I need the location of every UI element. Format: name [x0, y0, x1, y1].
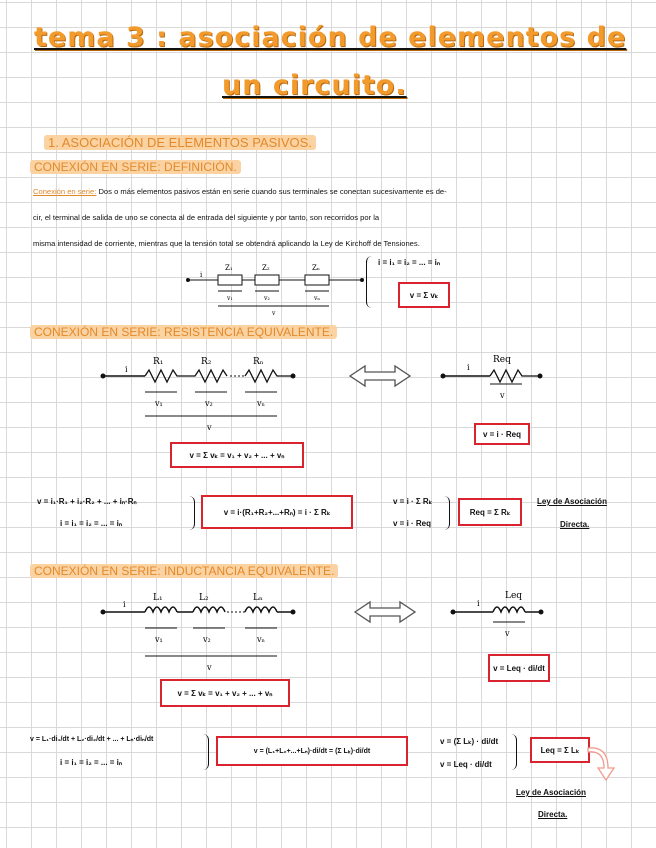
label-i-left: i [125, 365, 128, 374]
label-v1-r: v₁ [155, 399, 163, 408]
definition-label: Conexión en serie: [33, 187, 97, 196]
res-sum-box: v = Σ vₖ = v₁ + v₂ + ... + vₙ [170, 442, 304, 468]
label-l2: L₂ [199, 593, 209, 603]
label-v1: v₁ [227, 295, 233, 302]
label-v-eq: v [500, 391, 505, 400]
ind-note-line1: Ley de Asociación [516, 788, 586, 797]
subheading-definicion: CONEXIÓN EN SERIE: DEFINICIÓN. [30, 160, 241, 174]
label-r2: R₂ [201, 357, 212, 367]
definition-line-1: Dos o más elementos pasivos están en serie cuando sus terminales se conectan sucesivamente es de- [98, 187, 447, 196]
ind-mid-box: v = (L₁+L₂+...+Lₙ)·di/dt = (Σ Lₖ)·di/dt [216, 736, 408, 766]
res-left-eq-1: v = i₁·R₁ + i₂·R₂ + ... + iₙ·Rₙ [37, 497, 137, 506]
ind-left-eq-1: v = L₁·di₁/dt + L₂·di₂/dt + ... + Lₙ·diₙ/dt [30, 736, 154, 743]
res-eq-box: v = i · Req [474, 423, 530, 445]
res-right-eq-1: v = i · Σ Rₖ [393, 497, 433, 506]
definition-line-2: cir, el terminal de salida de uno se conecta al de entrada del siguiente y por tanto, son recorridos por la [33, 213, 380, 222]
label-leq: Leq [505, 591, 523, 601]
label-v2-r: v₂ [205, 399, 213, 408]
label-z1: Z₁ [225, 264, 233, 272]
section-heading: 1. ASOCIACIÓN DE ELEMENTOS PASIVOS. [44, 135, 316, 150]
resistor-diagrams [95, 350, 645, 445]
label-vn-r: vₙ [257, 399, 265, 408]
label-i: i [200, 271, 203, 279]
res-right-eq-2: v = i · Req [393, 519, 432, 528]
res-final-box: Req = Σ Rₖ [458, 498, 522, 526]
label-vn-l: vₙ [257, 635, 265, 644]
page-title-line1: tema 3 : asociación de elementos de [34, 22, 627, 53]
subheading-inductancia: CONEXIÓN EN SERIE: INDUCTANCIA EQUIVALENTE. [30, 564, 338, 578]
res-left-eq-2: i = i₁ = i₂ = ... = iₙ [60, 519, 123, 528]
label-v-r: v [207, 423, 212, 432]
def-current-eq: i = i₁ = i₂ = ... = iₙ [378, 258, 441, 267]
subheading-resistencia: CONEXIÓN EN SERIE: RESISTENCIA EQUIVALENTE. [30, 325, 337, 339]
brace [200, 734, 209, 770]
label-v-l: v [207, 663, 212, 672]
label-v-leq: v [505, 629, 510, 638]
definition-paragraph [33, 179, 633, 257]
inductor-diagrams [95, 590, 645, 680]
label-l1: L₁ [153, 593, 163, 603]
def-voltage-box: v = Σ vₖ [398, 282, 450, 308]
label-rn: Rₙ [253, 357, 264, 367]
ind-note-line2: Directa. [538, 810, 568, 819]
ind-right-eq-1: v = (Σ Lₖ) · di/dt [440, 737, 499, 746]
ind-sum-box: v = Σ vₖ = v₁ + v₂ + ... + vₙ [160, 679, 290, 707]
brace [186, 496, 195, 530]
res-note-line2: Directa. [560, 520, 590, 529]
label-i-ind: i [123, 600, 126, 609]
label-vn: vₙ [314, 295, 320, 302]
label-i-leq: i [477, 599, 480, 608]
res-note-line1: Ley de Asociación [537, 497, 607, 506]
label-zn: Zₙ [312, 264, 320, 272]
ind-right-eq-2: v = Leq · di/dt [440, 760, 492, 769]
label-req: Req [493, 355, 511, 365]
page-title-line2: un circuito. [222, 70, 407, 101]
label-v1-l: v₁ [155, 635, 163, 644]
res-mid-box: v = i·(R₁+R₂+...+Rₙ) = i · Σ Rₖ [201, 495, 353, 529]
label-v: v [272, 310, 276, 317]
curved-arrow-icon [586, 746, 616, 786]
label-z2: Z₂ [262, 264, 270, 272]
series-impedance-diagram [180, 258, 370, 318]
label-i-eq: i [467, 363, 470, 372]
label-v2-l: v₂ [203, 635, 211, 644]
ind-eq-box: v = Leq · di/dt [488, 654, 550, 682]
label-v2: v₂ [264, 295, 270, 302]
brace [508, 734, 517, 770]
label-ln: Lₙ [253, 593, 263, 603]
ind-final-box: Leq = Σ Lₖ [530, 737, 590, 763]
definition-line-3: misma intensidad de corriente, mientras que la tensión total se obtendrá aplicando la Ley de Kirchoff de Tensiones. [33, 239, 420, 248]
brace [441, 496, 450, 530]
label-r1: R₁ [153, 357, 164, 367]
ind-left-eq-2: i = i₁ = i₂ = ... = iₙ [60, 758, 123, 767]
